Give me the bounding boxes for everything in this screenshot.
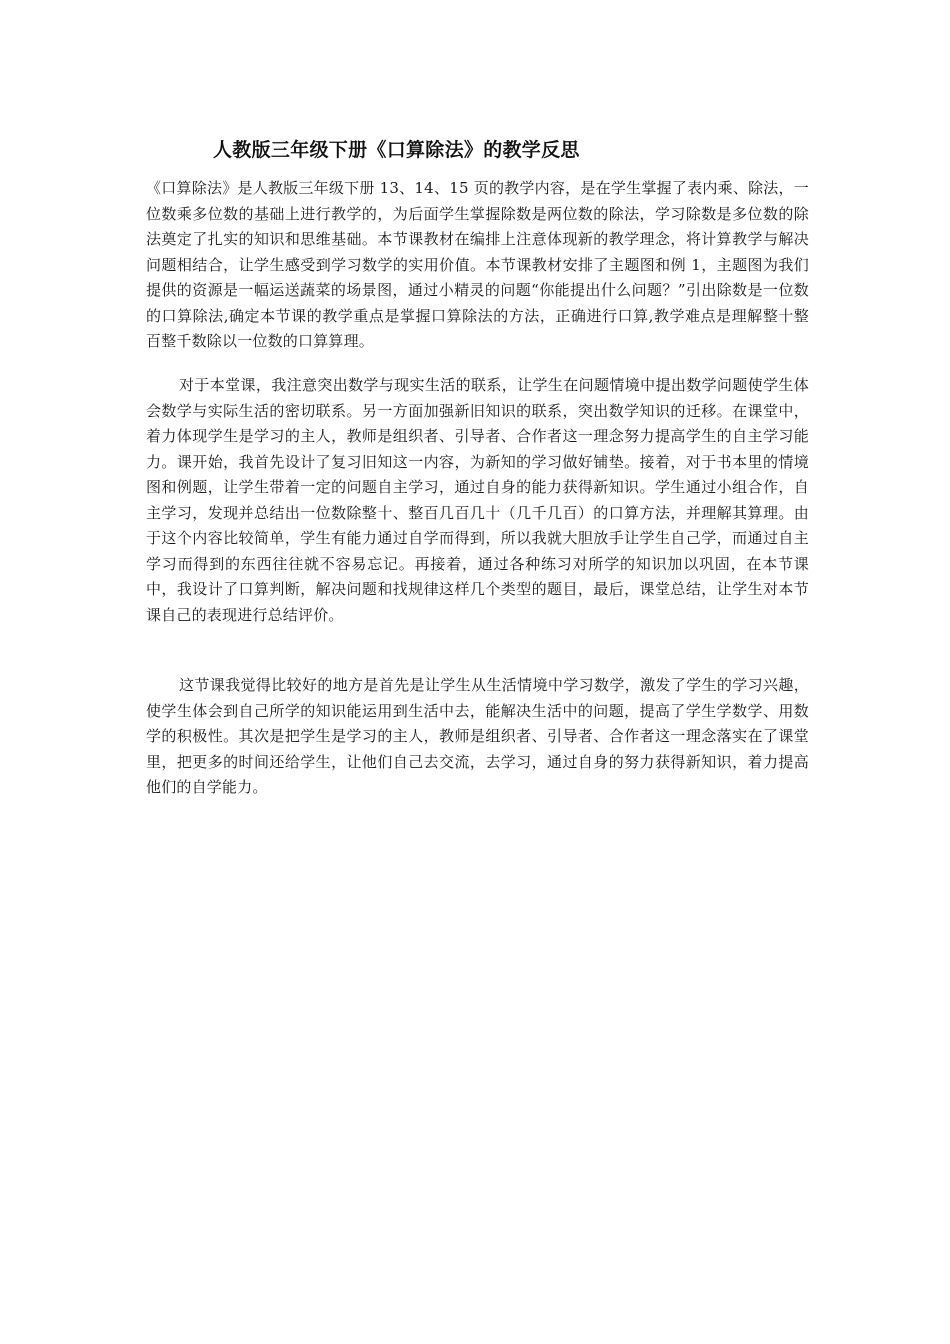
paragraph-2: 对于本堂课，我注意突出数学与现实生活的联系，让学生在问题情境中提出数学问题使学生体会数学与实际生活的密切联系。另一方面加强新旧知识的联系，突出数学知识的迁移。在课堂中，着力体现学生是学习的主人，教师是组织者、引导者、合作者这一理念努力提高学生的自主学习能力。课开始，我首先设计了复习旧知这一内容，为新知的学习做好铺垫。接着，对于书本里的情境图和例题，让学生带着一定的问题自主学习，通过自身的能力获得新知识。学生通过小组合作，自主学习，发现并总结出一位数除整十、整百几百几十（几千几百）的口算方法，并理解其算理。由于这个内容比较简单，学生有能力通过自学而得到，所以我就大胆放手让学生自己学，而通过自主学习而得到的东西往往就不容易忘记。再接着，通过各种练习对所学的知识加以巩固，在本节课中，我设计了口算判断，解决问题和找规律这样几个类型的题目，最后，课堂总结，让学生对本节课自己的表现进行总结评价。 [146,376,809,624]
paragraph-1: 《口算除法》是人教版三年级下册 13、14、15 页的教学内容，是在学生掌握了表内乘、除法，一位数乘多位数的基础上进行教学的，为后面学生掌握除数是两位数的除法，学习除数是多位数的除法奠定了扎实的知识和思维基础。本节课教材在编排上注意体现新的教学理念，将计算教学与解决问题相结合，让学生感受到学习数学的实用价值。本节课教材安排了主题图和例 1，主题图为我们提供的资源是一幅运送蔬菜的场景图，通过小精灵的问题“你能提出什么问题？”引出除数是一位数的口算除法,确定本节课的教学重点是掌握口算除法的方法，正确进行口算,教学难点是理解整十整百整千数除以一位数的口算算理。 [146,179,809,350]
document-title: 人教版三年级下册《口算除法》的教学反思 [213,139,580,161]
paragraph-3: 这节课我觉得比较好的地方是首先是让学生从生活情境中学习数学，激发了学生的学习兴趣，使学生体会到自己所学的知识能运用到生活中去，能解决生活中的问题，提高了学生学数学、用数学的积极性。其次是把学生是学习的主人，教师是组织者、引导者、合作者这一理念落实在了课堂里，把更多的时间还给学生，让他们自己去交流，去学习，通过自身的努力获得新知识，着力提高他们的自学能力。 [146,676,809,796]
